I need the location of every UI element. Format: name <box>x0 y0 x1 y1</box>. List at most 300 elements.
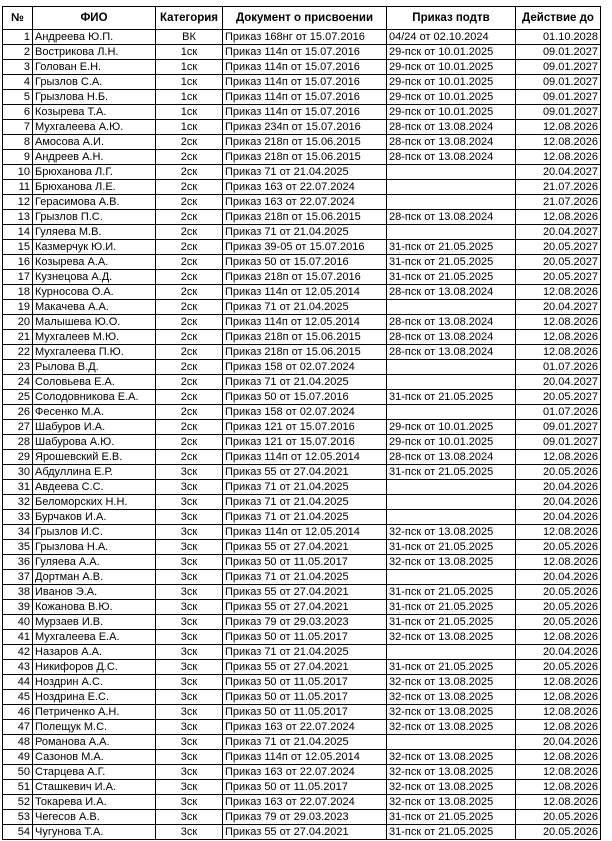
cell-fio: Мухгалеева А.Ю. <box>33 120 156 135</box>
cell-category: 3ск <box>156 600 223 615</box>
cell-category: 1ск <box>156 120 223 135</box>
cell-order <box>387 570 516 585</box>
table-row <box>3 465 601 480</box>
cell-valid-until: 12.08.2026 <box>516 720 601 735</box>
table-row <box>3 60 601 75</box>
cell-number: 10 <box>3 165 33 180</box>
cell-document: Приказ 163 от 22.07.2024 <box>223 765 387 780</box>
cell-valid-until: 12.08.2026 <box>516 120 601 135</box>
table-row <box>3 480 601 495</box>
cell-category: 1ск <box>156 90 223 105</box>
cell-document: Приказ 50 от 11.05.2017 <box>223 690 387 705</box>
cell-valid-until: 20.05.2027 <box>516 240 601 255</box>
cell-valid-until: 12.08.2026 <box>516 330 601 345</box>
cell-order: 32-пск от 13.08.2025 <box>387 630 516 645</box>
cell-valid-until: 12.08.2026 <box>516 210 601 225</box>
cell-fio: Полещук М.С. <box>33 720 156 735</box>
table-row <box>3 705 601 720</box>
header-category: Категория <box>156 7 223 30</box>
cell-number: 5 <box>3 90 33 105</box>
cell-number: 23 <box>3 360 33 375</box>
cell-fio: Мухгалеева Е.А. <box>33 630 156 645</box>
table-row <box>3 495 601 510</box>
cell-order: 32-пск от 13.08.2025 <box>387 690 516 705</box>
table-row <box>3 600 601 615</box>
cell-valid-until: 12.08.2026 <box>516 750 601 765</box>
cell-number: 30 <box>3 465 33 480</box>
cell-number: 42 <box>3 645 33 660</box>
cell-category: 1ск <box>156 60 223 75</box>
cell-document: Приказ 50 от 11.05.2017 <box>223 555 387 570</box>
cell-valid-until: 09.01.2027 <box>516 75 601 90</box>
cell-order <box>387 225 516 240</box>
table-row <box>3 180 601 195</box>
cell-order <box>387 405 516 420</box>
cell-valid-until: 20.05.2026 <box>516 660 601 675</box>
table-row <box>3 210 601 225</box>
cell-category: 3ск <box>156 675 223 690</box>
cell-valid-until: 12.08.2026 <box>516 780 601 795</box>
header-order: Приказ подтв <box>387 7 516 30</box>
cell-order: 31-пск от 21.05.2025 <box>387 540 516 555</box>
cell-document: Приказ 55 от 27.04.2021 <box>223 600 387 615</box>
cell-category: 2ск <box>156 285 223 300</box>
table-row <box>3 390 601 405</box>
cell-fio: Курносова О.А. <box>33 285 156 300</box>
cell-valid-until: 12.08.2026 <box>516 675 601 690</box>
cell-fio: Старцева А.Г. <box>33 765 156 780</box>
cell-category: 2ск <box>156 240 223 255</box>
cell-order: 31-пск от 21.05.2025 <box>387 240 516 255</box>
cell-order: 31-пск от 21.05.2025 <box>387 255 516 270</box>
cell-valid-until: 20.05.2026 <box>516 615 601 630</box>
cell-fio: Ярошевский Е.В. <box>33 450 156 465</box>
cell-category: 3ск <box>156 795 223 810</box>
cell-order: 31-пск от 21.05.2025 <box>387 825 516 840</box>
cell-document: Приказ 39-05 от 15.07.2016 <box>223 240 387 255</box>
table-row <box>3 75 601 90</box>
cell-category: 3ск <box>156 765 223 780</box>
cell-number: 29 <box>3 450 33 465</box>
cell-order: 32-пск от 13.08.2025 <box>387 780 516 795</box>
cell-order: 28-пск от 13.08.2024 <box>387 135 516 150</box>
cell-number: 43 <box>3 660 33 675</box>
cell-order: 28-пск от 13.08.2024 <box>387 210 516 225</box>
cell-fio: Вострикова Л.Н. <box>33 45 156 60</box>
cell-number: 7 <box>3 120 33 135</box>
cell-number: 52 <box>3 795 33 810</box>
cell-fio: Абдуллина Е.Р. <box>33 465 156 480</box>
cell-order: 32-пск от 13.08.2025 <box>387 555 516 570</box>
cell-fio: Мухгалеева П.Ю. <box>33 345 156 360</box>
cell-number: 13 <box>3 210 33 225</box>
cell-order: 32-пск от 13.08.2025 <box>387 525 516 540</box>
cell-fio: Казмерчук Ю.И. <box>33 240 156 255</box>
cell-document: Приказ 71 от 21.04.2025 <box>223 495 387 510</box>
cell-valid-until: 12.08.2026 <box>516 765 601 780</box>
cell-fio: Гуляева А.А. <box>33 555 156 570</box>
cell-order: 29-пск от 10.01.2025 <box>387 60 516 75</box>
table-row <box>3 825 601 840</box>
cell-document: Приказ 50 от 11.05.2017 <box>223 705 387 720</box>
cell-number: 22 <box>3 345 33 360</box>
cell-category: 2ск <box>156 420 223 435</box>
cell-valid-until: 09.01.2027 <box>516 420 601 435</box>
table-row <box>3 255 601 270</box>
cell-document: Приказ 55 от 27.04.2021 <box>223 585 387 600</box>
cell-valid-until: 12.08.2026 <box>516 690 601 705</box>
table-row <box>3 555 601 570</box>
cell-number: 32 <box>3 495 33 510</box>
cell-fio: Брюханова Л.Е. <box>33 180 156 195</box>
cell-order: 28-пск от 13.08.2024 <box>387 345 516 360</box>
cell-valid-until: 12.08.2026 <box>516 525 601 540</box>
cell-document: Приказ 71 от 21.04.2025 <box>223 645 387 660</box>
cell-order: 31-пск от 21.05.2025 <box>387 810 516 825</box>
cell-fio: Мухгалеев М.Ю. <box>33 330 156 345</box>
table-row <box>3 570 601 585</box>
cell-number: 4 <box>3 75 33 90</box>
cell-document: Приказ 71 от 21.04.2025 <box>223 165 387 180</box>
cell-document: Приказ 163 от 22.07.2024 <box>223 795 387 810</box>
cell-document: Приказ 55 от 27.04.2021 <box>223 540 387 555</box>
table-row <box>3 345 601 360</box>
cell-valid-until: 12.08.2026 <box>516 630 601 645</box>
cell-document: Приказ 50 от 15.07.2016 <box>223 255 387 270</box>
cell-valid-until: 12.08.2026 <box>516 135 601 150</box>
cell-order <box>387 375 516 390</box>
cell-category: 1ск <box>156 45 223 60</box>
cell-order: 31-пск от 21.05.2025 <box>387 270 516 285</box>
cell-category: 3ск <box>156 495 223 510</box>
cell-document: Приказ 114п от 15.07.2016 <box>223 105 387 120</box>
cell-document: Приказ 218п от 15.06.2015 <box>223 135 387 150</box>
cell-fio: Сазонов М.А. <box>33 750 156 765</box>
cell-fio: Андреева Ю.П. <box>33 30 156 45</box>
cell-document: Приказ 218п от 15.06.2015 <box>223 330 387 345</box>
cell-document: Приказ 218п от 15.06.2015 <box>223 150 387 165</box>
cell-valid-until: 12.08.2026 <box>516 450 601 465</box>
table-row <box>3 690 601 705</box>
cell-category: 2ск <box>156 360 223 375</box>
cell-document: Приказ 114п от 12.05.2014 <box>223 315 387 330</box>
cell-document: Приказ 218п от 15.07.2016 <box>223 270 387 285</box>
cell-document: Приказ 71 от 21.04.2025 <box>223 375 387 390</box>
cell-order <box>387 645 516 660</box>
header-number: № <box>3 7 33 30</box>
cell-document: Приказ 114п от 12.05.2014 <box>223 525 387 540</box>
cell-valid-until: 09.01.2027 <box>516 435 601 450</box>
cell-category: 3ск <box>156 750 223 765</box>
table-row <box>3 525 601 540</box>
table-row <box>3 105 601 120</box>
table-row <box>3 30 601 45</box>
cell-document: Приказ 114п от 15.07.2016 <box>223 60 387 75</box>
cell-order <box>387 495 516 510</box>
cell-valid-until: 12.08.2026 <box>516 150 601 165</box>
cell-category: 2ск <box>156 180 223 195</box>
cell-number: 41 <box>3 630 33 645</box>
cell-category: 3ск <box>156 480 223 495</box>
table-row <box>3 735 601 750</box>
cell-fio: Мурзаев И.В. <box>33 615 156 630</box>
cell-order: 32-пск от 13.08.2025 <box>387 675 516 690</box>
cell-document: Приказ 71 от 21.04.2025 <box>223 570 387 585</box>
table-row <box>3 270 601 285</box>
cell-category: 3ск <box>156 735 223 750</box>
cell-fio: Шабурова А.Ю. <box>33 435 156 450</box>
cell-document: Приказ 50 от 11.05.2017 <box>223 675 387 690</box>
cell-fio: Грызлова Н.А. <box>33 540 156 555</box>
cell-fio: Голован Е.Н. <box>33 60 156 75</box>
cell-fio: Токарева И.А. <box>33 795 156 810</box>
cell-order: 28-пск от 13.08.2024 <box>387 315 516 330</box>
cell-category: 2ск <box>156 435 223 450</box>
table-row <box>3 615 601 630</box>
cell-fio: Кожанова В.Ю. <box>33 600 156 615</box>
cell-document: Приказ 71 от 21.04.2025 <box>223 225 387 240</box>
cell-number: 18 <box>3 285 33 300</box>
cell-document: Приказ 114п от 15.07.2016 <box>223 45 387 60</box>
cell-fio: Никифоров Д.С. <box>33 660 156 675</box>
cell-document: Приказ 121 от 15.07.2016 <box>223 420 387 435</box>
cell-fio: Брюханова Л.Г. <box>33 165 156 180</box>
table-row <box>3 330 601 345</box>
cell-order: 28-пск от 13.08.2024 <box>387 120 516 135</box>
cell-document: Приказ 114п от 15.07.2016 <box>223 75 387 90</box>
cell-valid-until: 01.07.2026 <box>516 405 601 420</box>
cell-valid-until: 20.04.2026 <box>516 495 601 510</box>
cell-fio: Соловьева Е.А. <box>33 375 156 390</box>
table-row <box>3 45 601 60</box>
cell-valid-until: 20.05.2027 <box>516 270 601 285</box>
table-row <box>3 120 601 135</box>
cell-fio: Макачева А.А. <box>33 300 156 315</box>
cell-fio: Сташкевич И.А. <box>33 780 156 795</box>
cell-number: 54 <box>3 825 33 840</box>
cell-fio: Ноздрин А.С. <box>33 675 156 690</box>
cell-valid-until: 20.05.2027 <box>516 255 601 270</box>
cell-order <box>387 735 516 750</box>
cell-category: 3ск <box>156 825 223 840</box>
cell-order: 31-пск от 21.05.2025 <box>387 600 516 615</box>
cell-category: 2ск <box>156 300 223 315</box>
cell-number: 53 <box>3 810 33 825</box>
cell-fio: Чугунова Т.А. <box>33 825 156 840</box>
cell-document: Приказ 55 от 27.04.2021 <box>223 465 387 480</box>
cell-number: 2 <box>3 45 33 60</box>
cell-document: Приказ 71 от 21.04.2025 <box>223 480 387 495</box>
cell-valid-until: 20.04.2027 <box>516 165 601 180</box>
cell-number: 15 <box>3 240 33 255</box>
cell-number: 31 <box>3 480 33 495</box>
cell-valid-until: 21.07.2026 <box>516 195 601 210</box>
cell-category: 3ск <box>156 510 223 525</box>
cell-category: 3ск <box>156 780 223 795</box>
cell-category: 2ск <box>156 315 223 330</box>
cell-category: 2ск <box>156 330 223 345</box>
table-row <box>3 420 601 435</box>
cell-number: 26 <box>3 405 33 420</box>
cell-category: 3ск <box>156 810 223 825</box>
cell-fio: Беломорских Н.Н. <box>33 495 156 510</box>
cell-category: 2ск <box>156 195 223 210</box>
cell-category: 2ск <box>156 345 223 360</box>
table-row <box>3 405 601 420</box>
cell-number: 21 <box>3 330 33 345</box>
cell-order: 32-пск от 13.08.2025 <box>387 705 516 720</box>
cell-number: 9 <box>3 150 33 165</box>
table-row <box>3 630 601 645</box>
table-row <box>3 645 601 660</box>
cell-valid-until: 20.04.2026 <box>516 735 601 750</box>
cell-category: 3ск <box>156 540 223 555</box>
cell-fio: Шабуров И.А. <box>33 420 156 435</box>
table-row <box>3 165 601 180</box>
cell-fio: Амосова А.И. <box>33 135 156 150</box>
cell-valid-until: 20.04.2026 <box>516 480 601 495</box>
cell-number: 44 <box>3 675 33 690</box>
cell-number: 34 <box>3 525 33 540</box>
cell-valid-until: 12.08.2026 <box>516 795 601 810</box>
cell-document: Приказ 234п от 15.07.2016 <box>223 120 387 135</box>
header-fio: ФИО <box>33 7 156 30</box>
cell-valid-until: 01.10.2028 <box>516 30 601 45</box>
cell-number: 45 <box>3 690 33 705</box>
cell-number: 40 <box>3 615 33 630</box>
cell-fio: Солодовникова Е.А. <box>33 390 156 405</box>
cell-document: Приказ 218п от 15.06.2015 <box>223 345 387 360</box>
cell-valid-until: 12.08.2026 <box>516 315 601 330</box>
cell-fio: Петриченко А.Н. <box>33 705 156 720</box>
cell-order: 29-пск от 10.01.2025 <box>387 435 516 450</box>
cell-category: 2ск <box>156 270 223 285</box>
cell-fio: Иванов Э.А. <box>33 585 156 600</box>
cell-category: 3ск <box>156 570 223 585</box>
cell-category: 3ск <box>156 465 223 480</box>
cell-document: Приказ 55 от 27.04.2021 <box>223 660 387 675</box>
cell-order: 28-пск от 13.08.2024 <box>387 285 516 300</box>
table-row <box>3 315 601 330</box>
header-row <box>3 7 601 30</box>
cell-document: Приказ 55 от 27.04.2021 <box>223 825 387 840</box>
table-row <box>3 510 601 525</box>
cell-fio: Авдеева С.С. <box>33 480 156 495</box>
cell-valid-until: 20.05.2026 <box>516 540 601 555</box>
cell-valid-until: 20.05.2026 <box>516 810 601 825</box>
cell-order: 31-пск от 21.05.2025 <box>387 390 516 405</box>
cell-valid-until: 12.08.2026 <box>516 705 601 720</box>
cell-number: 35 <box>3 540 33 555</box>
table-row <box>3 795 601 810</box>
cell-valid-until: 12.08.2026 <box>516 345 601 360</box>
cell-category: 3ск <box>156 645 223 660</box>
cell-order: 29-пск от 10.01.2025 <box>387 105 516 120</box>
header-valid-until: Действие до <box>516 7 601 30</box>
cell-order: 32-пск от 13.08.2025 <box>387 765 516 780</box>
table-row <box>3 780 601 795</box>
cell-valid-until: 09.01.2027 <box>516 60 601 75</box>
cell-number: 14 <box>3 225 33 240</box>
cell-document: Приказ 158 от 02.07.2024 <box>223 405 387 420</box>
cell-category: 3ск <box>156 585 223 600</box>
cell-order: 31-пск от 21.05.2025 <box>387 465 516 480</box>
table-row <box>3 135 601 150</box>
cell-number: 19 <box>3 300 33 315</box>
cell-order: 29-пск от 10.01.2025 <box>387 420 516 435</box>
table-row <box>3 540 601 555</box>
cell-order <box>387 360 516 375</box>
cell-category: 2ск <box>156 390 223 405</box>
cell-number: 11 <box>3 180 33 195</box>
cell-document: Приказ 114п от 15.07.2016 <box>223 90 387 105</box>
cell-category: 3ск <box>156 720 223 735</box>
cell-fio: Козырева А.А. <box>33 255 156 270</box>
cell-document: Приказ 50 от 11.05.2017 <box>223 780 387 795</box>
cell-fio: Гуляева М.В. <box>33 225 156 240</box>
cell-number: 51 <box>3 780 33 795</box>
cell-document: Приказ 114п от 12.05.2014 <box>223 285 387 300</box>
cell-number: 28 <box>3 435 33 450</box>
cell-order <box>387 480 516 495</box>
cell-category: 2ск <box>156 375 223 390</box>
cell-category: 2ск <box>156 135 223 150</box>
cell-order: 32-пск от 13.08.2025 <box>387 720 516 735</box>
cell-category: 2ск <box>156 225 223 240</box>
cell-order: 28-пск от 13.08.2024 <box>387 150 516 165</box>
cell-fio: Фесенко М.А. <box>33 405 156 420</box>
cell-valid-until: 20.04.2026 <box>516 645 601 660</box>
cell-valid-until: 09.01.2027 <box>516 105 601 120</box>
cell-category: 3ск <box>156 690 223 705</box>
cell-number: 27 <box>3 420 33 435</box>
cell-category: 2ск <box>156 165 223 180</box>
table-row <box>3 435 601 450</box>
cell-fio: Кузнецова А.Д. <box>33 270 156 285</box>
table-row <box>3 375 601 390</box>
cell-number: 48 <box>3 735 33 750</box>
cell-fio: Грызлов И.С. <box>33 525 156 540</box>
cell-valid-until: 12.08.2026 <box>516 285 601 300</box>
cell-number: 37 <box>3 570 33 585</box>
cell-valid-until: 12.08.2026 <box>516 555 601 570</box>
cell-number: 36 <box>3 555 33 570</box>
header-document: Документ о присвоении <box>223 7 387 30</box>
cell-fio: Дортман А.В. <box>33 570 156 585</box>
cell-number: 6 <box>3 105 33 120</box>
table-row <box>3 450 601 465</box>
cell-valid-until: 09.01.2027 <box>516 45 601 60</box>
table-row <box>3 285 601 300</box>
table-row <box>3 675 601 690</box>
cell-fio: Чегесов А.В. <box>33 810 156 825</box>
cell-document: Приказ 163 от 22.07.2024 <box>223 180 387 195</box>
cell-number: 25 <box>3 390 33 405</box>
cell-fio: Назаров А.А. <box>33 645 156 660</box>
cell-number: 49 <box>3 750 33 765</box>
table-row <box>3 240 601 255</box>
cell-document: Приказ 163 от 22.07.2024 <box>223 195 387 210</box>
cell-valid-until: 20.05.2027 <box>516 390 601 405</box>
cell-valid-until: 20.04.2027 <box>516 375 601 390</box>
cell-category: 3ск <box>156 705 223 720</box>
cell-order <box>387 165 516 180</box>
cell-order: 28-пск от 13.08.2024 <box>387 450 516 465</box>
cell-number: 16 <box>3 255 33 270</box>
cell-fio: Романова А.А. <box>33 735 156 750</box>
cell-valid-until: 20.04.2026 <box>516 510 601 525</box>
cell-number: 24 <box>3 375 33 390</box>
